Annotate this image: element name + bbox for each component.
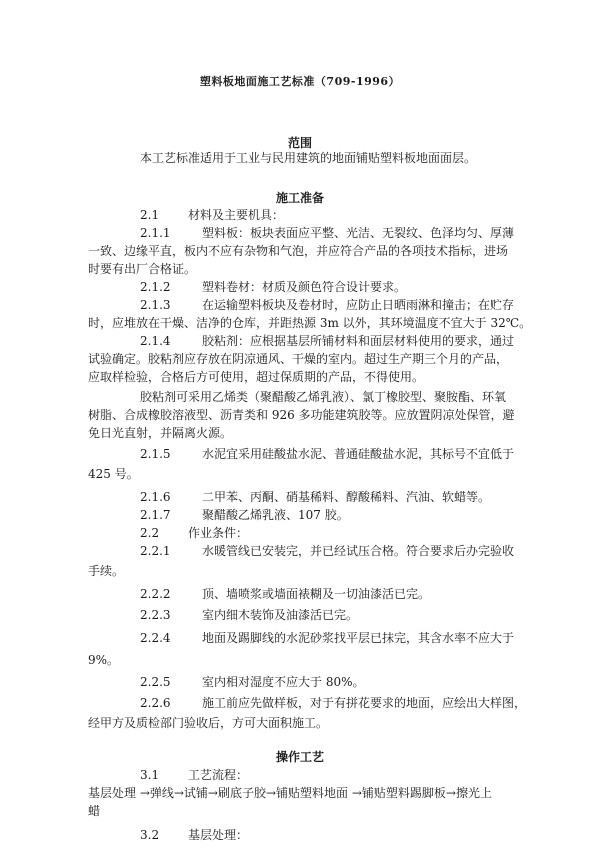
clause-text: 塑料板：板块表面应平整、光洁、无裂纹、色泽均匀、厚薄 [202, 226, 515, 240]
clause-text-cont: 时，应堆放在干燥、洁净的仓库，并距热源 3m 以外，其环境温度不宜大于 32℃。 [88, 316, 532, 330]
clause-2-2-6 [140, 695, 526, 711]
paragraph-text-cont: 树脂、合成橡胶溶液型、沥青类和 926 多功能建筑胶等。应放置阴凉处保管，避 [88, 408, 515, 422]
clause-text: 施工前应先做样板，对于有拼花要求的地面，应绘出大样图， [202, 696, 527, 710]
clause-2-1-6 [140, 489, 490, 505]
scope-text: 本工艺标准适用于工业与民用建筑的地面铺贴塑料板地面面层。 [140, 151, 477, 165]
clause-text-cont: 试验确定。胶粘剂应存放在阴凉通风、干燥的室内。超过生产期三个月的产品， [88, 352, 509, 366]
clause-text: 基层处理： [188, 828, 249, 842]
clause-2-1-4 [140, 333, 514, 349]
clause-2-2-4 [140, 630, 514, 646]
clause-text-cont: 经甲方及质检部门验收后，方可大面积施工。 [88, 716, 329, 730]
clause-number: 2.1.2 [140, 280, 171, 294]
clause-number: 3.1 [140, 768, 160, 782]
clause-2-2-3 [140, 607, 358, 623]
clause-text-cont: 时要有出厂合格证。 [88, 262, 197, 276]
clause-2-1-1 [140, 225, 514, 241]
clause-2-2-2 [140, 586, 430, 602]
clause-number: 3.2 [140, 828, 160, 842]
clause-2-2-5 [140, 674, 365, 690]
clause-3-2 [140, 827, 248, 843]
clause-text: 作业条件： [188, 526, 249, 540]
clause-number: 2.2.6 [140, 696, 171, 710]
clause-text: 聚醋酸乙烯乳液、107 胶。 [202, 508, 349, 522]
clause-2-1-2 [140, 279, 406, 295]
clause-text: 地面及踢脚线的水泥砂浆找平层已抹完，其含水率不应大于 [202, 631, 515, 645]
clause-number: 2.2.5 [140, 675, 171, 689]
clause-number: 2.1 [140, 208, 160, 222]
clause-2-1-5 [140, 446, 514, 462]
clause-text-cont: 一致、边缘平直，板内不应有杂物和气泡，并应符合产品的各项技术指标，进场 [88, 244, 509, 258]
clause-number: 2.2 [140, 526, 160, 540]
clause-text: 二甲苯、丙酮、硝基稀料、醇酸稀料、汽油、软蜡等。 [202, 490, 491, 504]
clause-text: 室内相对湿度不应大于 80%。 [202, 675, 365, 689]
clause-text-cont: 425 号。 [88, 467, 139, 481]
clause-text: 室内细木装饰及油漆活已完。 [202, 608, 359, 622]
clause-2-2 [140, 525, 248, 541]
paragraph-text-cont: 免日光直射，并隔离火源。 [88, 426, 233, 440]
paragraph-adhesive: 胶粘剂可采用乙烯类（聚醋酸乙烯乳液）、氯丁橡胶型、聚胺酯、环氧 [140, 390, 507, 404]
clause-text: 水泥宜采用硅酸盐水泥、普通硅酸盐水泥，其标号不宜低于 [202, 447, 515, 461]
clause-text: 工艺流程： [188, 768, 249, 782]
document-title: 塑料板地面施工艺标准（709-1996） [199, 75, 401, 88]
clause-text-cont: 应取样检验，合格后方可使用，超过保质期的产品，不得使用。 [88, 370, 425, 384]
process-flow-cont: 蜡 [88, 804, 101, 818]
clause-text: 水暖管线已安装完，并已经试压合格。符合要求后办完验收 [202, 544, 515, 558]
clause-number: 2.2.4 [140, 631, 171, 645]
clause-text: 顶、墙喷浆或墙面裱糊及一切油漆活已完。 [202, 587, 431, 601]
ops-heading: 操作工艺 [275, 750, 324, 764]
clause-2-1 [140, 207, 284, 223]
clause-number: 2.1.5 [140, 447, 171, 461]
clause-text: 在运输塑料板块及卷材时，应防止日晒雨淋和撞击；在贮存 [202, 298, 515, 312]
clause-number: 2.1.7 [140, 508, 171, 522]
clause-2-2-1 [140, 543, 514, 559]
clause-text: 塑料卷材：材质及颜色符合设计要求。 [202, 280, 407, 294]
scope-heading: 范围 [287, 136, 312, 150]
clause-number: 2.2.3 [140, 608, 171, 622]
clause-2-1-3 [140, 297, 514, 313]
clause-text: 胶粘剂：应根据基层所铺材料和面层材料使用的要求，通过 [202, 334, 515, 348]
clause-text-cont: 手续。 [88, 564, 125, 578]
clause-number: 2.2.1 [140, 544, 171, 558]
clause-number: 2.1.4 [140, 334, 171, 348]
process-flow: 基层处理 →弹线→试铺→刷底子胶→铺贴塑料地面 →铺贴塑料踢脚板→擦光上 [88, 786, 492, 800]
clause-text: 材料及主要机具： [188, 208, 285, 222]
clause-number: 2.1.1 [140, 226, 171, 240]
clause-3-1 [140, 767, 248, 783]
clause-2-1-7 [140, 507, 349, 523]
clause-number: 2.1.6 [140, 490, 171, 504]
clause-number: 2.1.3 [140, 298, 171, 312]
prep-heading: 施工准备 [275, 191, 324, 205]
clause-text-cont: 9%。 [88, 653, 120, 667]
clause-number: 2.2.2 [140, 587, 171, 601]
